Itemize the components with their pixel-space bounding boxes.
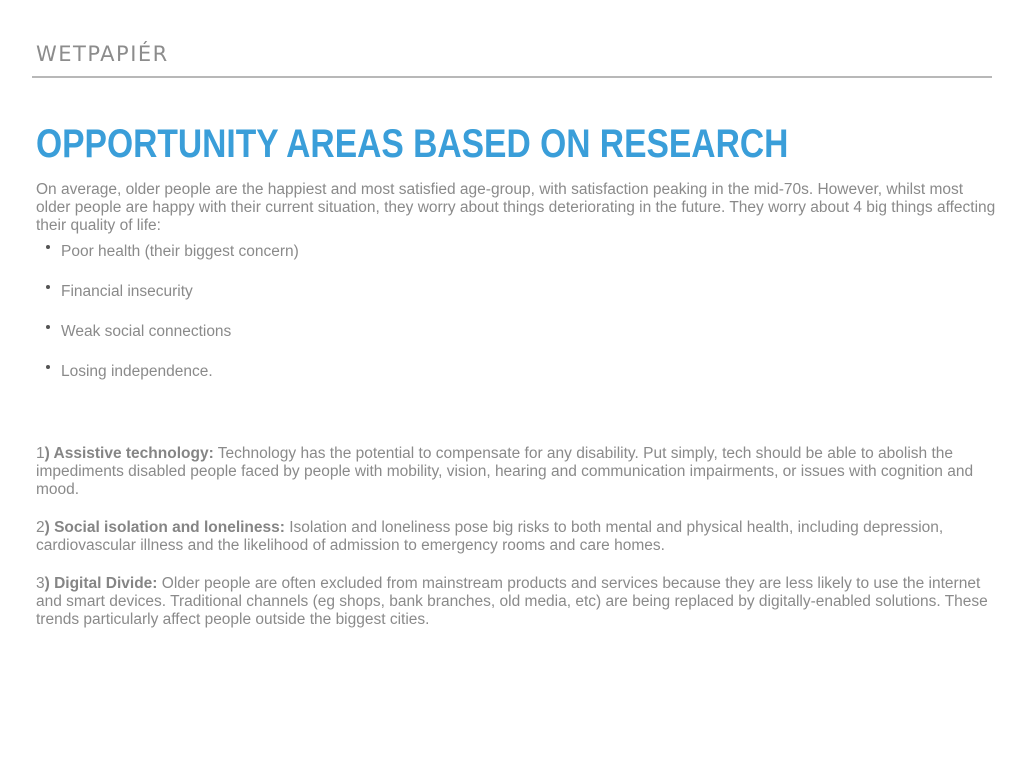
concern-label: Financial insecurity xyxy=(61,283,193,300)
slide-title: OPPORTUNITY AREAS BASED ON RESEARCH xyxy=(36,122,789,166)
list-item xyxy=(36,281,636,321)
area-heading: ) Social isolation and loneliness: xyxy=(44,519,285,536)
area-heading: ) Assistive technology: xyxy=(44,445,214,462)
brand-logo: WETPAPIÉR xyxy=(36,42,169,66)
area-body: Isolation and loneliness pose big risks to both mental and physical health, including depression, cardiovascular illness and the likelihood of admission to emergency rooms and care homes. xyxy=(36,519,944,554)
area-number: 3 xyxy=(36,575,45,592)
area-body: Older people are often excluded from mainstream products and services because they are less likely to use the internet and smart devices. Traditional channels (eg shops, bank branches, old media, etc) are being replaced by digitally-enabled solutions. These trends particularly affect people outside the biggest cities. xyxy=(36,575,988,628)
opportunity-area xyxy=(36,519,996,555)
concerns-list xyxy=(36,241,636,401)
bullet-icon xyxy=(46,245,50,249)
concern-label: Losing independence. xyxy=(61,363,213,380)
bullet-icon xyxy=(46,365,50,369)
list-item xyxy=(36,241,636,281)
concern-label: Weak social connections xyxy=(61,323,232,340)
opportunity-area xyxy=(36,575,996,629)
area-number: 1 xyxy=(36,445,45,462)
list-item xyxy=(36,361,636,401)
opportunity-areas xyxy=(36,445,996,649)
area-number: 2 xyxy=(36,519,45,536)
opportunity-area xyxy=(36,445,996,499)
header-divider xyxy=(32,76,992,78)
area-heading: ) Digital Divide: xyxy=(44,575,158,592)
intro-paragraph: On average, older people are the happiest and most satisfied age-group, with satisfaction peaking in the mid-70s. However, whilst most older people are happy with their current situation, they worry about things deteriorating in the future. They worry about 4 big things affecting their quality of life: xyxy=(36,181,996,234)
area-body: Technology has the potential to compensate for any disability. Put simply, tech should be able to abolish the impediments disabled people faced by people with mobility, vision, hearing and communication impairments, or issues with cognition and mood. xyxy=(36,445,974,498)
list-item xyxy=(36,321,636,361)
bullet-icon xyxy=(46,285,50,289)
concern-label: Poor health (their biggest concern) xyxy=(61,243,299,260)
bullet-icon xyxy=(46,325,50,329)
